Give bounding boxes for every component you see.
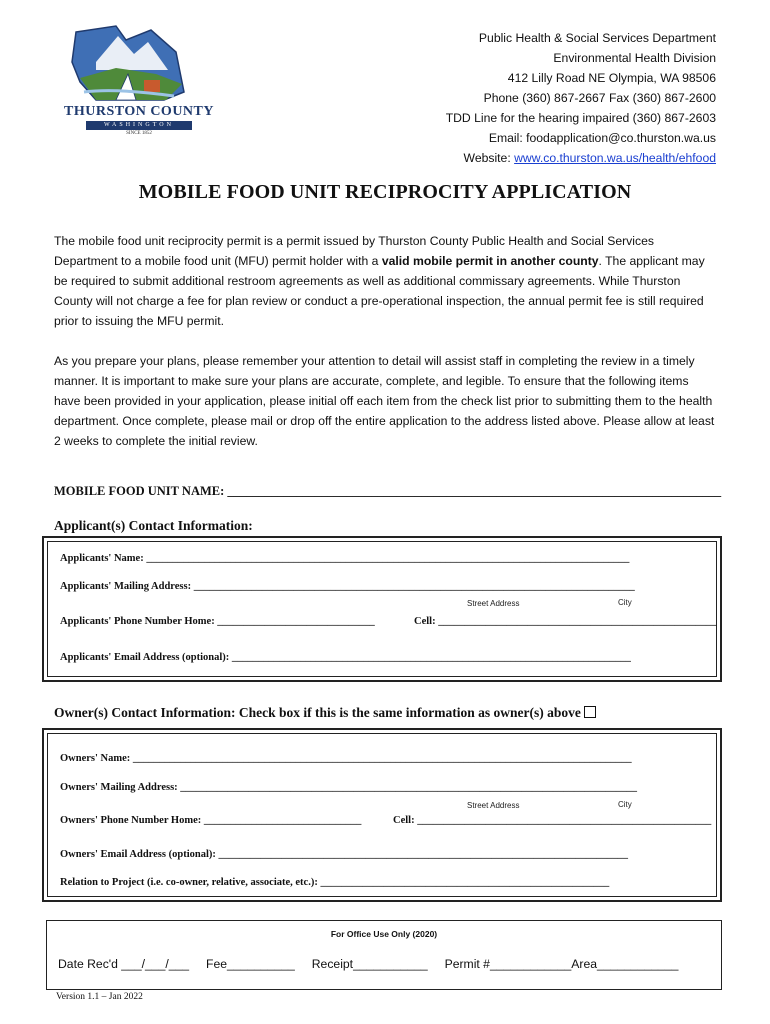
permit-number-field[interactable]: Permit #____________ bbox=[444, 957, 572, 971]
applicant-street-hint: Street Address bbox=[467, 599, 520, 608]
logo-since: SINCE 1852 bbox=[126, 131, 152, 136]
intro-text-a: The mobile food unit reciprocity permit is a permit issued by Thurston County Public Health and Social Services Department to a mobile food unit (MFU) permit holder with a bbox=[54, 234, 654, 268]
office-use-row bbox=[58, 957, 678, 971]
phone: Phone (360) 867-2667 Fax (360) 867-2600 bbox=[483, 91, 716, 105]
logo-subtitle: WASHINGTON bbox=[86, 121, 192, 130]
applicant-email-field[interactable]: Applicants' Email Address (optional): ____________________________________________________________________________ bbox=[60, 652, 631, 663]
website bbox=[446, 148, 716, 168]
website-link[interactable]: www.co.thurston.wa.us/health/ehfood bbox=[514, 151, 716, 165]
mfu-name-field[interactable]: MOBILE FOOD UNIT NAME: _______________________________________________________________________________ bbox=[54, 484, 722, 498]
office-use-title: For Office Use Only (2020) bbox=[330, 929, 438, 939]
owner-city-hint: City bbox=[618, 800, 632, 809]
owner-email-field[interactable]: Owners' Email Address (optional): ______________________________________________________________________________ bbox=[60, 849, 628, 860]
intro-paragraph-2: As you prepare your plans, please remember your attention to detail will assist staff in completing the review in a timely manner. It is important to make sure your plans are accurate, complete, and legible. To ensure that the following items have been provided in your application, please initial off each item from the check list prior to submitting them to the health department. Once complete, please mail or drop off the entire application to the address listed above. Please allow at least 2 weeks to complete the initial review. bbox=[54, 354, 715, 448]
tdd-line: TDD Line for the hearing impaired (360) 867-2603 bbox=[445, 111, 716, 125]
address: 412 Lilly Road NE Olympia, WA 98506 bbox=[507, 71, 716, 85]
owner-home-phone-field[interactable]: Owners' Phone Number Home: ______________________________ bbox=[60, 815, 362, 826]
website-label: Website: bbox=[463, 151, 515, 165]
applicant-cell-phone-field[interactable]: Cell: _____________________________________________________ bbox=[414, 616, 717, 627]
contact-block bbox=[446, 28, 716, 168]
same-as-applicant-checkbox[interactable] bbox=[584, 706, 596, 718]
intro-paragraph-1 bbox=[54, 231, 718, 331]
owner-street-hint: Street Address bbox=[467, 801, 520, 810]
owner-relation-field[interactable]: Relation to Project (i.e. co-owner, relative, associate, etc.): _______________________________________________________ bbox=[60, 877, 610, 888]
version-label: Version 1.1 – Jan 2022 bbox=[56, 992, 143, 1002]
date-received-field[interactable]: Date Rec'd ___/___/___ bbox=[58, 957, 190, 971]
intro-bold: valid mobile permit in another county bbox=[381, 254, 599, 268]
applicant-city-hint: City bbox=[618, 598, 632, 607]
owner-section-label: Owner(s) Contact Information: Check box if this is the same information as owner(s) above bbox=[54, 705, 581, 720]
logo-title: THURSTON COUNTY bbox=[64, 104, 214, 119]
applicant-home-phone-field[interactable]: Applicants' Phone Number Home: ______________________________ bbox=[60, 616, 375, 627]
owner-mailing-field[interactable]: Owners' Mailing Address: _______________________________________________________________________________________ bbox=[60, 782, 638, 793]
division: Environmental Health Division bbox=[553, 51, 716, 65]
applicant-section-title: Applicant(s) Contact Information: bbox=[54, 518, 253, 533]
intro-text-b: . The applicant may be required to submit additional restroom agreements as well as additional commissary agreements. While Thurston County will not charge a fee for plan review or conduct a pre-operational inspection, the annual permit fee is still required prior to issuing the MFU permit. bbox=[54, 254, 705, 328]
page-title: MOBILE FOOD UNIT RECIPROCITY APPLICATION bbox=[138, 181, 632, 203]
applicant-mailing-field[interactable]: Applicants' Mailing Address: ____________________________________________________________________________________ bbox=[60, 581, 635, 592]
department: Public Health & Social Services Department bbox=[478, 31, 716, 45]
owner-section-title bbox=[54, 705, 596, 721]
applicant-name-field[interactable]: Applicants' Name: ____________________________________________________________________________________________ bbox=[60, 553, 630, 564]
fee-field[interactable]: Fee__________ bbox=[206, 957, 295, 971]
owner-cell-phone-field[interactable]: Cell: ________________________________________________________ bbox=[393, 815, 712, 826]
receipt-field[interactable]: Receipt___________ bbox=[311, 957, 428, 971]
email: Email: foodapplication@co.thurston.wa.us bbox=[488, 131, 716, 145]
owner-name-field[interactable]: Owners' Name: _______________________________________________________________________________________________ bbox=[60, 753, 632, 764]
area-field[interactable]: Area____________ bbox=[571, 957, 679, 971]
